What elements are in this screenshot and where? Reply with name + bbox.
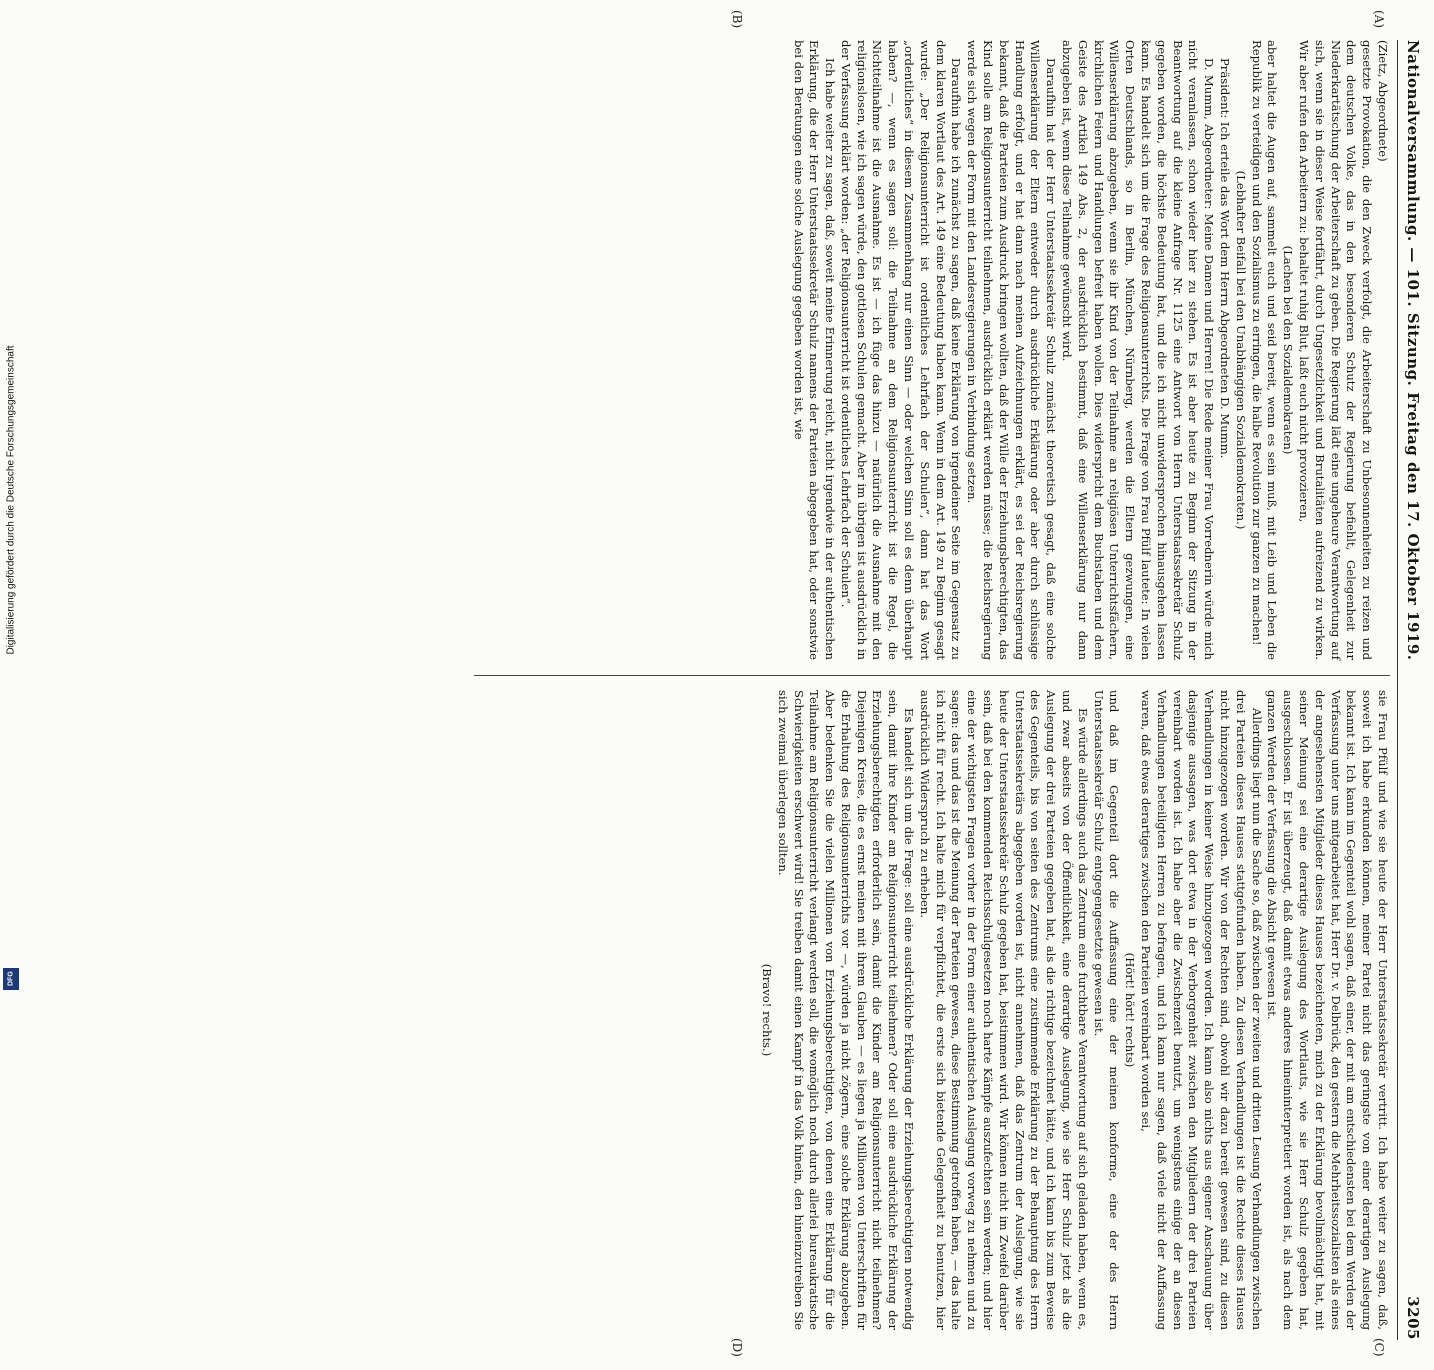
column-separator — [474, 675, 1390, 676]
right-column-paragraph: (Hört! hört! rechts) — [1123, 952, 1138, 1068]
left-column-paragraph: D. Mumm, Abgeordneter: Meine Damen und Herren! Die Rede meiner Frau Vorrednerin würde mich nicht veranlassen, schon wieder hier zu stehen. Es ist aber heute zu Beginn der Sitzung in der Beantwortung auf die kleine Anfrage Nr. 1125 eine Antwort von Herrn Unterstaatssekretär Schulz gegeben worden, die höchste Bedeutung hat, und die ich nicht unwidersprochen hinausgehen lassen kann. Es handelt sich um die Frage des Religionsunterrichts. Die Frage von Frau Pfülf lautete: In vielen Orten Deutschlands, so in Berlin, München, Nürnberg, werden die Eltern gezwungen, eine Willenserklärung abzugeben, wenn sie ihr Kind von der Teilnahme an religiösen Unterrichtsfächern, kirchlichen Feiern und Handlungen befreit haben wollen. Dies widerspricht dem Buchstaben und dem Geiste des Artikel 149 Abs. 2, der ausdrücklich bestimmt, daß eine Willenserklärung nur dann abzugeben ist, wenn diese Teilnahme gewünscht wird. — [1060, 40, 1217, 660]
left-column-paragraph: (Lebhafter Beifall bei den Unabhängigen Sozialdemokraten.) — [1233, 170, 1248, 530]
left-column-paragraph: Daraufhin habe ich zunächst zu sagen, daß keine Erklärung von irgendeiner Seite im Gegensatz zu dem klaren Wortlaut des Art. 149 eine Bedeutung haben kann. Wenn in dem Art. 149 zu Beginn gesagt wurde: „Der Religionsunterricht ist ordentliches Lehrfach der Schulen“, dann hat das Wort „ordentliches“ in diesem Zusammenhang nur einen Sinn — oder welchen Sinn soll es denn überhaupt haben? —, wenn es sagen soll: die Teilnahme an dem Religionsunterricht ist die Regel, die Nichtteilnahme ist die Ausnahme. Es ist — ich füge das hinzu — natürlich die Ausnahme mit den religionslosen, wie ich sagen würde, den gottlosen Schulen gemacht. Aber im übrigen ist ausdrücklich in der Verfassung erklärt worden: „der Religionsunterricht ist ordentliches Lehrfach der Schulen“. — [838, 40, 964, 660]
left-column-paragraph: aber haltet die Augen auf, sammelt euch und seid bereit, wenn es sein muß, mit Leib und Leben die Republik zu verteidigen und den Sozialismus zu erringen, die halbe Revolution zur ganzen zu machen! — [1249, 40, 1280, 660]
left-column-paragraph: (Lachen bei den Sozialdemokraten) — [1281, 245, 1296, 455]
right-column-paragraph: sie Frau Pfülf und wie sie heute der Herr Unterstaatssekretär vertritt. Ich habe weiter zu sagen, daß, soweit ich habe erkunden können, meiner Partei nicht das geringste von einer derartigen Auslegung bekannt ist. Ich kann im Gegenteil wohl sagen, daß einer, der mit am entschiedensten bei dem Werden der Verfassung unter uns mitgearbeitet hat, Herr Dr. v. Delbrück, den gestern die Mehrheitssozialisten als eines der angesehensten Mitglieder dieses Hauses bezeichneten, mich zu der Erklärung bevollmächtigt hat, mit seiner Meinung sei eine derartige Auslegung des Wortlauts, wie sie Herr Schulz gegeben hat, ausgeschlossen. Er ist überzeugt, daß damit etwas anderes hineininterpretiert worden ist, als nach dem ganzen Werden der Verfassung die Absicht gewesen ist. — [1265, 690, 1390, 1330]
left-column-paragraph: Ich habe weiter zu sagen, daß, soweit meine Erinnerung reicht, nicht irgendwie in der authentischen Erklärung, die der Herr Unterstaatssekretär Schulz namens der Parteien abgegeben hat, oder sonstwie bei den Beratungen eine solche Auslegung gegeben worden ist, wie — [791, 40, 838, 660]
header-title: Nationalversammlung. — 101. Sitzung. Freitag den 17. Oktober 1919. — [1404, 40, 1422, 661]
page-header — [1398, 40, 1426, 1340]
right-column-paragraph: und daß im Gegenteil dort die Auffassung eine der meinen konforme, eine der des Herrn Unterstaatssekretär Schulz entgegengesetzte gewesen ist. — [1091, 690, 1122, 1330]
margin-marker-c: (C) — [1372, 1338, 1386, 1357]
margin-marker-d: (D) — [730, 1338, 744, 1357]
digitization-credit — [0, 0, 22, 1000]
margin-marker-b: (B) — [730, 10, 744, 29]
right-column-paragraph: Es würde allerdings auch das Zentrum eine furchtbare Verantwortung auf sich geladen haben, wenn es, und zwar abseits von der Öffentlichkeit, eine derartige Auslegung, wie sie Herr Schulz jetzt als die Auslegung der drei Parteien gegeben hat, als die richtige bezeichnet hätte, und ich kann bis zum Beweise des Gegenteils, bis von seiten des Zentrums eine zustimmende Erklärung zu der Behauptung des Herrn Unterstaatssekretärs abgegeben worden ist, nicht annehmen, daß das Zentrum der Auslegung, wie sie heute der Unterstaatssekretär Schulz gegeben hat, beistimmen wird. Wir können nicht im Zweifel darüber sein, daß bei den kommenden Reichsschulgesetzen noch harte Kämpfe auszufechten sein werden; und hier eine der wichtigsten Fragen vorher in der Form einer authentischen Auslegung vorweg zu nehmen und zu sagen: das und das ist die Meinung der Parteien gewesen, diese Bestimmung getroffen haben, — das halte ich nicht für recht. Ich halte mich für verpflichtet, die erste sich bietende Gelegenheit zu benutzen, hier ausdrücklich Widerspruch zu erheben. — [917, 690, 1090, 1330]
rotated-page — [434, 0, 1434, 1370]
margin-marker-a: (A) — [1372, 10, 1386, 29]
credit-text: Digitalisierung gefördert durch die Deutsche Forschungsgemeinschaft — [5, 345, 17, 655]
right-column-paragraph: Allerdings liegt nun die Sache so, daß zwischen der zweiten und dritten Lesung Verhandlungen zwischen drei Parteien dieses Hauses stattgefunden haben. Zu diesen Verhandlungen ist die Rechte dieses Hauses nicht hinzugezogen worden. Wir von der Rechten sind, obwohl wir dazu bereit gewesen sind, zu diesen Verhandlungen in keiner Weise hinzugezogen worden. Ich kann also nichts aus eigener Anschauung über dasjenige aussagen, was dort etwa in der Verborgenheit zwischen den Mitgliedern der drei Parteien vereinbart worden ist. Ich habe aber die Zwischenzeit benutzt, um wenigstens einige der an diesen Verhandlungen beteiligten Herren zu befragen, und ich kann nur sagen, daß viele nicht der Auffassung waren, daß etwas derartiges zwischen den Parteien vereinbart worden sei, — [1139, 690, 1264, 1330]
left-column — [474, 40, 1390, 660]
page-number: 3205 — [1404, 1296, 1422, 1340]
left-column-paragraph: Daraufhin hat der Herr Unterstaatssekretär Schulz zunächst theoretisch gesagt, daß eine solche Willenserklärung der Eltern entweder durch ausdrückliche Erklärung oder aber durch schlüssige Handlung erfolgt, und er hat dann nach meinen Aufzeichnungen erklärt, es sei der Reichsregierung bekannt, daß die Parteien zum Ausdruck bringen wollten, daß der Wille der Erziehungsberechtigten, das Kind solle am Religionsunterricht teilnehmen, ausdrücklich erklärt werden müsse; die Reichsregierung werde sich wegen der Form mit den Landesregierungen in Verbindung setzen. — [965, 40, 1059, 660]
left-column-paragraph: Präsident: Ich erteile das Wort dem Herrn Abgeordneten D. Mumm. — [1218, 58, 1233, 459]
right-column-paragraph: (Bravo! rechts.) — [759, 963, 774, 1057]
dfg-logo — [3, 968, 19, 990]
header-rule — [1397, 40, 1398, 1340]
left-column-paragraph: gesetzte Provokation, die den Zweck verfolgt, die Arbeiterschaft zu Unbesonnenheiten zu reizen und dem deutschen Volke, das in den besonderen Schutz der Regierung befiehlt, Gelegenheit zur Niederkartätschung der Arbeiterschaft zu geben. Die Regierung lädt eine ungeheure Verantwortung auf sich, wenn sie in dieser Weise fortfährt, durch Ungesetzlichkeit und Brutalitäten aufreizend zu wirken. Wir aber rufen den Arbeitern zu: behaltet ruhig Blut, laßt euch nicht provozieren, — [1297, 40, 1375, 660]
dfg-logo-text: DFG — [7, 971, 15, 987]
right-column — [474, 690, 1390, 1330]
right-column-paragraph: Es handelt sich um die Frage: soll eine ausdrückliche Erklärung der Erziehungsberechtigten notwendig sein, damit ihre Kinder am Religionsunterricht teilnehmen? Oder soll eine ausdrückliche Erklärung der Erziehungsberechtigten erforderlich sein, damit die Kinder am Religionsunterricht nicht teilnehmen? Diejenigen Kreise, die es ernst meinen mit ihrem Glauben — es liegen ja Millionen von Unterschriften für die Erhaltung des Religionsunterrichts vor —, würden ja nicht zögern, eine solche Erklärung abzugeben. Aber bedenken Sie die vielen Millionen von Erziehungsberechtigten, von denen eine Erklärung für die Teilnahme am Religionsunterricht verlangt werden soll, die womöglich noch durch allerlei bureaukratische Schwierigkeiten erschwert wird! Sie treiben damit einen Kampf in das Volk hinein, den hineinzutreiben Sie sich zweimal überlegen sollten. — [775, 690, 917, 1330]
left-column-paragraph: (Zietz, Abgeordnete) — [1376, 40, 1390, 162]
